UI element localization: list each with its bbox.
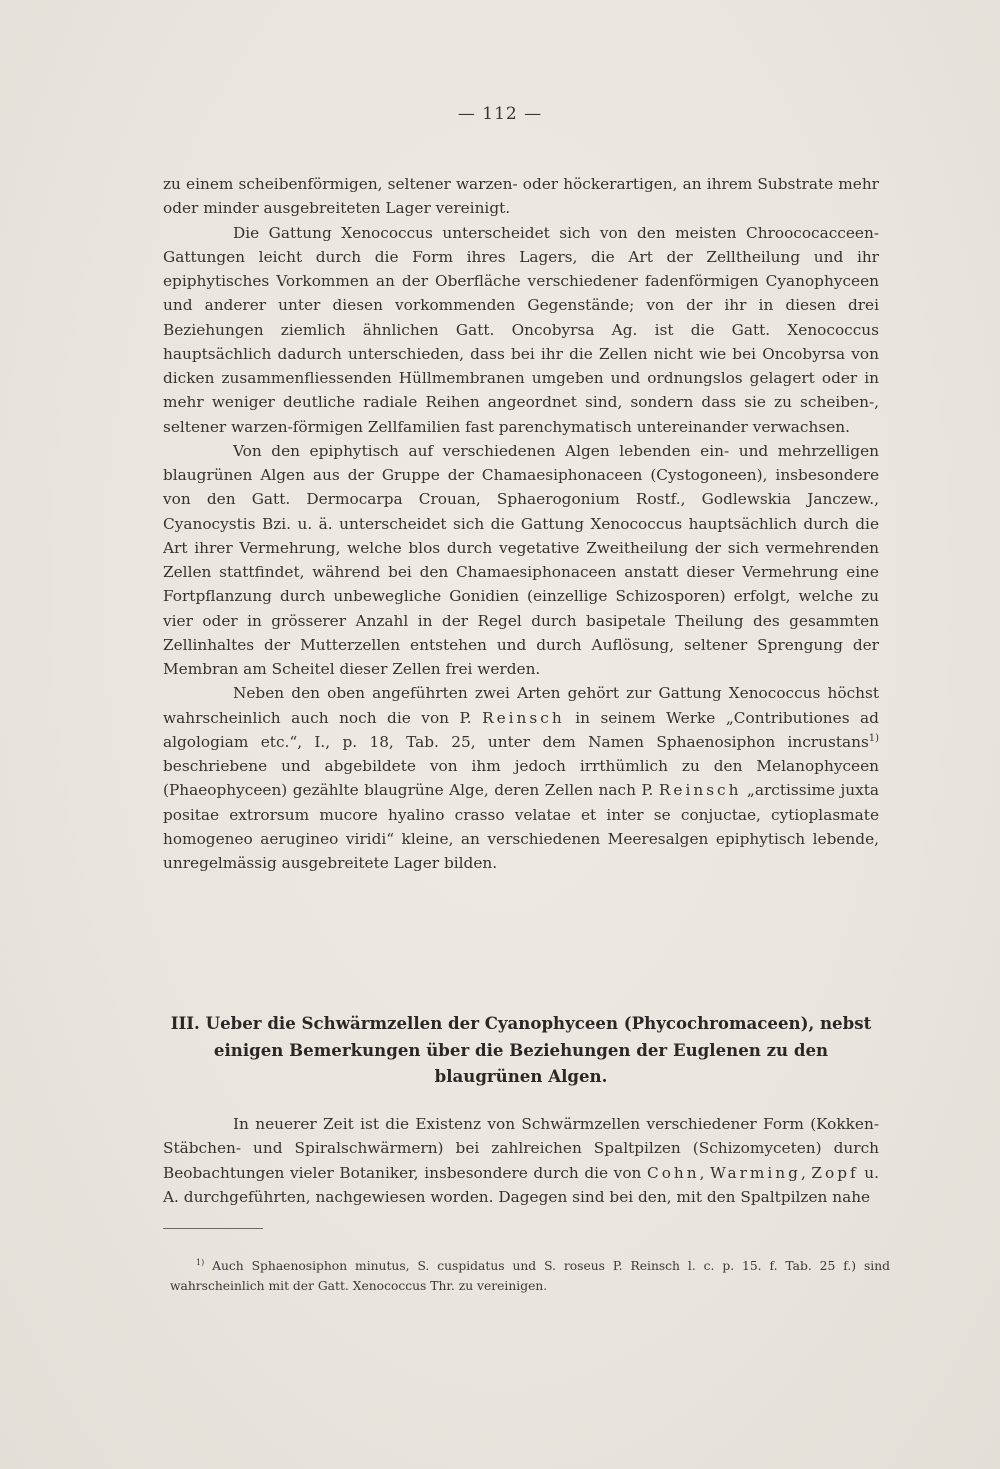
paragraph-4 <box>163 681 879 875</box>
author-name-reinsch-2: Reinsch <box>658 781 742 800</box>
footnote-reference: 1) <box>868 732 879 744</box>
author-name-warming: Warming <box>710 1163 801 1182</box>
author-name-zopf: Zopf <box>811 1163 859 1182</box>
section-text-block <box>163 1112 879 1209</box>
paragraph-4-part-c: beschriebene und abgebildete von ihm jedoch irrthümlich zu den Melanophyceen (Phaeophyceen) gezählte blaugrüne Alge, deren Zellen nach P. <box>163 757 879 800</box>
main-text-block <box>163 172 879 875</box>
paragraph-1: zu einem scheibenförmigen, seltener warzen- oder höckerartigen, an ihrem Substrate mehr oder minder ausgebreiteten Lager vereinigt. <box>163 175 879 218</box>
paragraph-3: Von den epiphytisch auf verschiedenen Algen lebenden ein- und mehrzelligen blaugrünen Algen aus der Gruppe der Chamaesiphonaceen (Cystogoneen), insbesondere von den Gatt. Dermocarpa Crouan, Sphaerogonium Rostf., Godlewskia Janczew., Cyanocystis Bzi. u. ä. unterscheidet sich die Gattung Xenococcus hauptsächlich durch die Art ihrer Vermehrung, welche blos durch vegetative Zweitheilung der sich vermehrenden Zellen stattfindet, während bei den Chamaesiphonaceen anstatt dieser Vermehrung eine Fortpflanzung durch unbewegliche Gonidien (einzellige Schizosporen) erfolgt, welche zu vier oder in grösserer Anzahl in der Regel durch basipetale Theilung des gesammten Zellinhaltes der Mutterzellen entstehen und durch Auflösung, seltener Sprengung der Membran am Scheitel dieser Zellen frei werden. <box>163 441 879 678</box>
page-number: — 112 — <box>457 104 543 124</box>
footnote-mark: 1) <box>196 1257 205 1267</box>
section-paragraph-part-b: u. A. durchgeführten, nachgewiesen worden. Dagegen sind bei den, mit den Spaltpilzen nahe <box>163 1163 879 1206</box>
footnote <box>170 1256 890 1296</box>
paragraph-4-part-b: in seinem Werke „Contributiones ad algologiam etc.“, I., p. 18, Tab. 25, unter dem Namen Sphaenosiphon incrustans <box>163 708 879 751</box>
section-heading: III. Ueber die Schwärmzellen der Cyanophyceen (Phycochromaceen), nebst einigen Bemerkungen über die Beziehungen der Euglenen zu den blaugrünen Algen. <box>170 1013 872 1086</box>
paragraph-4-part-a: Neben den oben angeführten zwei Arten gehört zur Gattung Xenococcus höchst wahrscheinlich auch noch die von P. <box>163 684 879 727</box>
author-name-reinsch: Reinsch <box>482 708 565 727</box>
paragraph-2: Die Gattung Xenococcus unterscheidet sich von den meisten Chroococacceen-Gattungen leicht durch die Form ihres Lagers, die Art der Zelltheilung und ihr epiphytisches Vorkommen an der Oberfläche verschiedener fadenförmigen Cyanophyceen und anderer unter diesen vorkommenden Gegenstände; von der ihr in diesen drei Beziehungen ziemlich ähnlichen Gatt. Oncobyrsa Ag. ist die Gatt. Xenococcus hauptsächlich dadurch unterschieden, dass bei ihr die Zellen nicht wie bei Oncobyrsa von dicken zusammenfliessenden Hüllmembranen umgeben und ordnungslos gelagert oder in mehr weniger deutliche radiale Reihen angeordnet sind, sondern dass sie zu scheiben-, seltener warzen-förmigen Zellfamilien fast parenchymatisch untereinander verwachsen. <box>163 223 879 436</box>
footnote-divider <box>163 1228 263 1229</box>
footnote-text: Auch Sphaenosiphon minutus, S. cuspidatus und S. roseus P. Reinsch l. c. p. 15. f. Tab. 25 f.) sind wahrscheinlich mit der Gatt. Xenococcus Thr. zu vereinigen. <box>170 1259 890 1293</box>
paragraph-4-part-d: „arctissime juxta positae extrorsum mucore hyalino crasso velatae et inter se conjuctae, cytioplasmate homogeneo aerugineo viridi“ kleine, an verschiedenen Meeresalgen epiphytisch lebende, unregelmässig ausgebreitete Lager bilden. <box>163 781 879 872</box>
section-paragraph-1: In neuerer Zeit ist die Existenz von Schwärmzellen verschiedener Form (Kokken-Stäbchen- und Spiralschwärmern) bei zahlreichen Spaltpilzen (Schizomyceten) durch Beobachtungen vieler Botaniker, insbesondere durch die von Cohn, Warming, Zopf u. A. durchgeführten, nachgewiesen worden. Dagegen sind bei den, mit den Spaltpilzen nahe <box>163 1115 879 1206</box>
author-name-cohn: Cohn <box>646 1163 700 1182</box>
section-paragraph-part-a: In neuerer Zeit ist die Existenz von Schwärmzellen verschiedener Form (Kokken-Stäbchen- und Spiralschwärmern) bei zahlreichen Spaltpilzen (Schizomyceten) durch Beobachtungen vieler Botaniker, insbesondere durch die von <box>163 1115 879 1182</box>
